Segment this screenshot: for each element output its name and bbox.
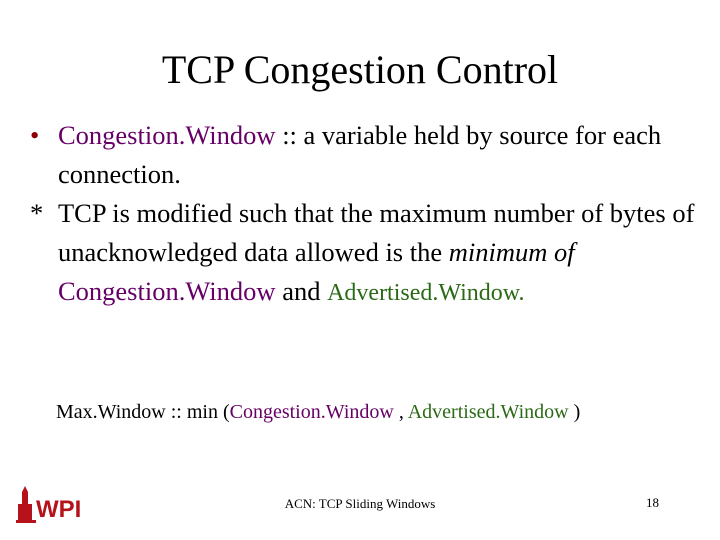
congestion-window-term-2: Congestion.Window (58, 276, 276, 306)
footer-text: ACN: TCP Sliding Windows (284, 496, 436, 511)
page-number: 18 (646, 495, 659, 510)
advertised-window-term: Advertised.Window. (327, 280, 525, 306)
bullet-item-2 (30, 194, 700, 313)
formula-separator: , (393, 401, 408, 423)
emphasis-minimum-of: minimum of (448, 237, 575, 267)
formula-advertised-window: Advertised.Window (407, 401, 569, 423)
formula-lead: Max.Window :: min ( (56, 401, 230, 423)
bullet-marker-1: • (30, 120, 40, 150)
formula-congestion-window: Congestion.Window (229, 401, 394, 423)
bullet-item-1 (30, 116, 700, 194)
bullet-marker-2: * (30, 198, 44, 228)
bullet-1-text: :: a variable held by source for each connection. (58, 120, 662, 189)
wpi-logo-text: WPI (36, 496, 82, 523)
bullet-list (30, 116, 700, 313)
max-window-formula (56, 398, 580, 426)
and-text: and (275, 276, 328, 306)
formula-close: ) (568, 401, 581, 423)
bullet-2-text: TCP is modified such that the maximum number of bytes of unacknowledged data allowed is the (58, 198, 695, 267)
slide-title: TCP Congestion Control (161, 47, 559, 92)
congestion-window-term: Congestion.Window (58, 120, 276, 150)
